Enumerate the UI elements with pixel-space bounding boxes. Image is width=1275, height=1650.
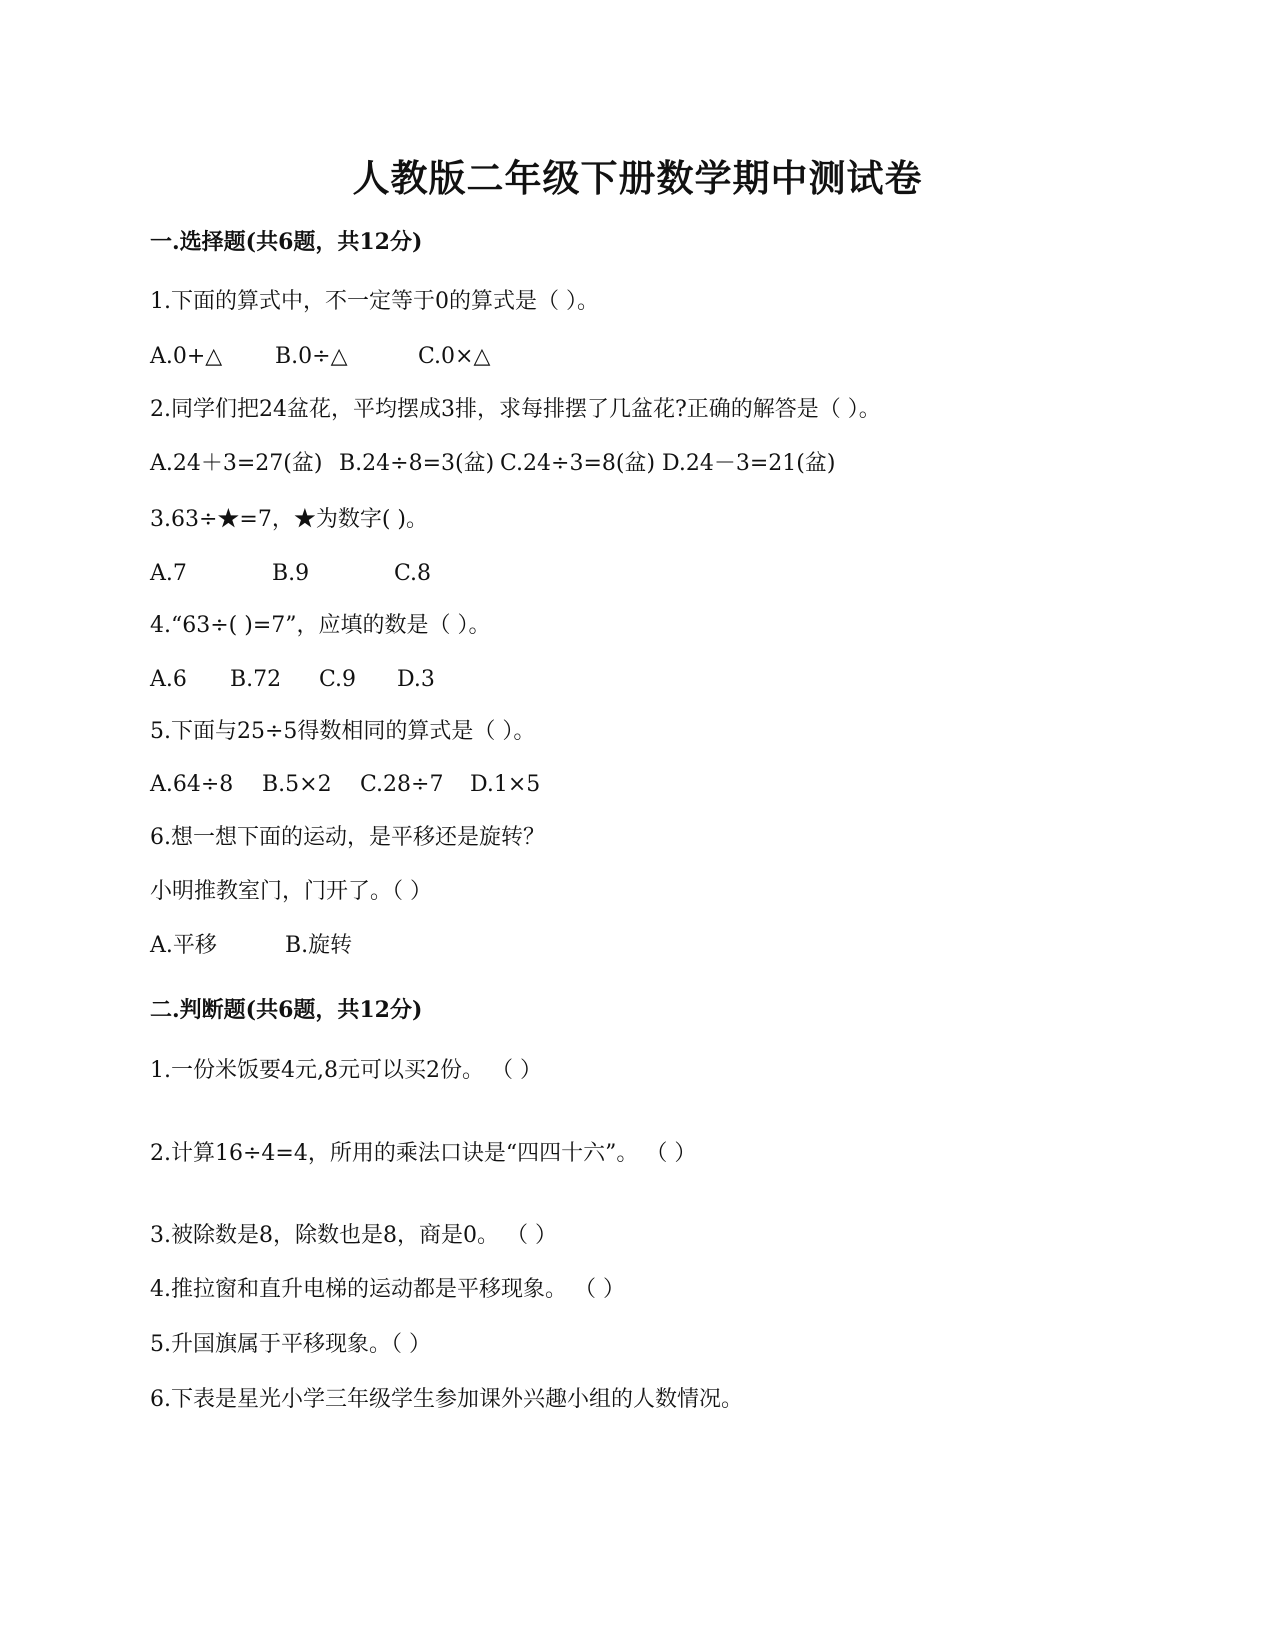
question-6: 6.想一想下面的运动，是平移还是旋转？ — [150, 825, 545, 850]
option-b: B.0÷△ — [275, 344, 348, 369]
question-5-options — [150, 770, 540, 800]
judgement-item-2: 2.计算16÷4=4，所用的乘法口诀是“四四十六”。 （ ） — [150, 1141, 697, 1166]
option-c: C.9 — [319, 667, 357, 692]
question-4-options — [150, 665, 435, 695]
option-a: A.平移 — [150, 933, 217, 958]
option-c: C.0×△ — [418, 344, 491, 369]
section-heading-choice: 一.选择题(共6题，共12分) — [150, 229, 423, 255]
option-c: C.24÷3=8(盆) — [500, 451, 656, 476]
question-2-options — [150, 449, 835, 479]
judgement-item-5: 5.升国旗属于平移现象。（ ） — [150, 1332, 431, 1357]
option-b: B.5×2 — [262, 772, 332, 797]
option-a: A.0+△ — [150, 344, 223, 369]
question-1: 1.下面的算式中，不一定等于0的算式是（ ）。 — [150, 289, 599, 314]
option-d: D.1×5 — [470, 772, 541, 797]
question-5: 5.下面与25÷5得数相同的算式是（ ）。 — [150, 719, 536, 744]
option-a: A.24＋3=27(盆) — [150, 451, 323, 476]
question-4: 4.“63÷( )=7”，应填的数是（ ）。 — [150, 613, 491, 638]
option-c: C.8 — [394, 561, 432, 586]
option-c: C.28÷7 — [360, 772, 444, 797]
option-a: A.64÷8 — [150, 772, 234, 797]
option-b: B.9 — [272, 561, 310, 586]
question-2: 2.同学们把24盆花，平均摆成3排，求每排摆了几盆花?正确的解答是（ ）。 — [150, 397, 881, 422]
option-b: B.72 — [230, 667, 282, 692]
question-3-options — [150, 559, 431, 589]
question-3: 3.63÷★=7，★为数字( )。 — [150, 507, 429, 532]
judgement-item-1: 1.一份米饭要4元,8元可以买2份。 （ ） — [150, 1058, 542, 1083]
page-title: 人教版二年级下册数学期中测试卷 — [352, 156, 923, 200]
option-b: B.24÷8=3(盆) — [339, 451, 495, 476]
option-a: A.6 — [150, 667, 187, 692]
option-a: A.7 — [150, 561, 187, 586]
option-d: D.24－3=21(盆) — [662, 451, 836, 476]
judgement-item-4: 4.推拉窗和直升电梯的运动都是平移现象。 （ ） — [150, 1277, 625, 1302]
judgement-item-3: 3.被除数是8，除数也是8，商是0。 （ ） — [150, 1223, 557, 1248]
question-1-options — [150, 342, 490, 372]
option-d: D.3 — [397, 667, 435, 692]
question-6-sub: 小明推教室门，门开了。（ ） — [150, 879, 432, 904]
option-b: B.旋转 — [285, 933, 353, 958]
section-heading-judgement: 二.判断题(共6题，共12分) — [150, 997, 423, 1023]
question-6-options — [150, 931, 352, 961]
judgement-item-6: 6.下表是星光小学三年级学生参加课外兴趣小组的人数情况。 — [150, 1387, 743, 1412]
